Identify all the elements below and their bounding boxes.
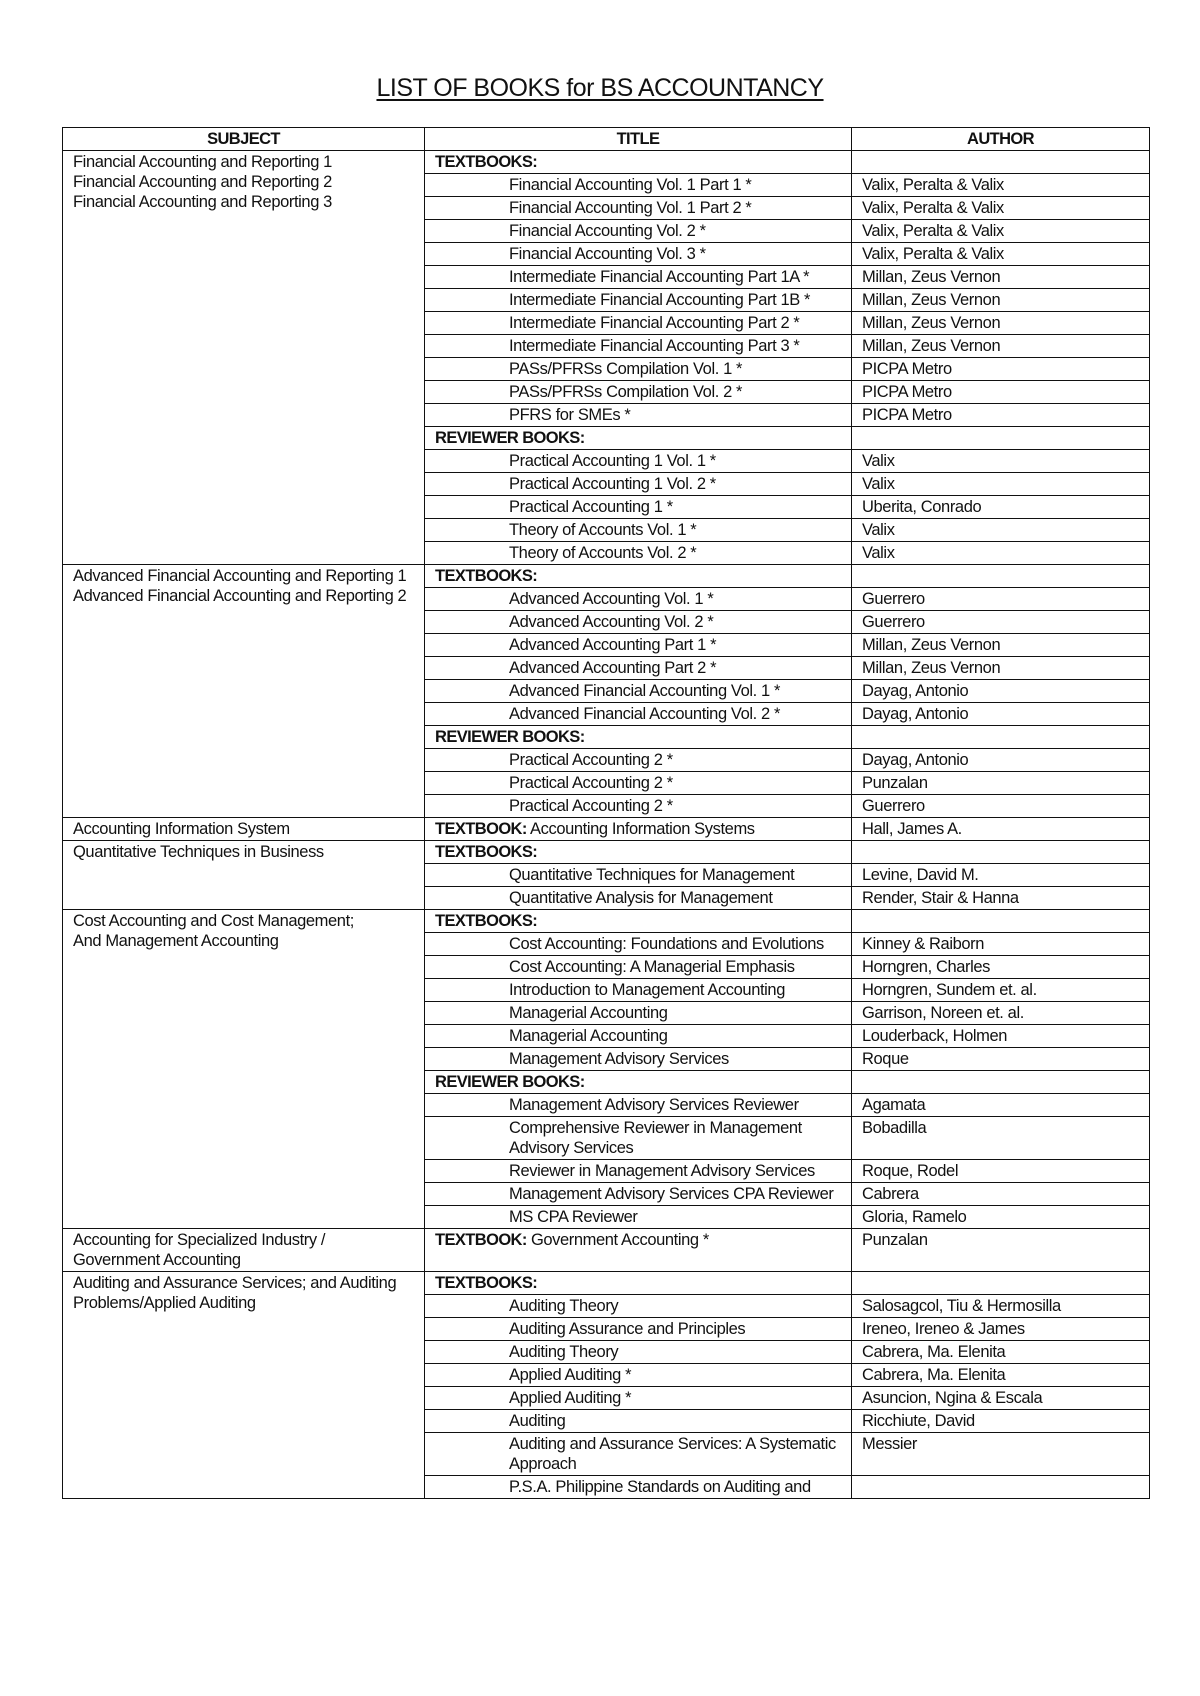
subject-cell <box>63 818 425 841</box>
subject-cell <box>63 841 425 910</box>
title-cell <box>425 1183 852 1206</box>
title-cell <box>425 220 852 243</box>
title-cell <box>425 1295 852 1318</box>
author-cell: Horngren, Charles <box>852 956 1150 979</box>
book-title: Auditing and Assurance Services: A Systematic Approach <box>509 1435 836 1473</box>
author-cell: Guerrero <box>852 795 1150 818</box>
book-title: Intermediate Financial Accounting Part 1B * <box>509 291 811 309</box>
subject-line: Financial Accounting and Reporting 2 <box>73 173 332 191</box>
subject-line: And Management Accounting <box>73 932 279 950</box>
book-title: Advanced Accounting Vol. 1 * <box>509 590 714 608</box>
subject-cell <box>63 910 425 1229</box>
title-cell <box>425 335 852 358</box>
book-title: P.S.A. Philippine Standards on Auditing and <box>509 1478 811 1496</box>
title-cell <box>425 841 852 864</box>
book-title: Auditing Assurance and Principles <box>509 1320 746 1338</box>
table-body <box>63 151 1150 1499</box>
book-title: Advanced Accounting Part 1 * <box>509 636 717 654</box>
title-cell <box>425 519 852 542</box>
book-title: Quantitative Techniques for Management <box>509 866 795 884</box>
author-cell: Valix, Peralta & Valix <box>852 243 1150 266</box>
section-heading: TEXTBOOKS: <box>435 1274 538 1292</box>
author-cell: Bobadilla <box>852 1117 1150 1160</box>
title-cell <box>425 450 852 473</box>
title-cell <box>425 312 852 335</box>
author-cell: Valix, Peralta & Valix <box>852 197 1150 220</box>
title-cell <box>425 818 852 841</box>
author-cell: Uberita, Conrado <box>852 496 1150 519</box>
header-row <box>63 128 1150 151</box>
author-cell <box>852 151 1150 174</box>
subject-cell <box>63 1229 425 1272</box>
author-cell: Ricchiute, David <box>852 1410 1150 1433</box>
title-cell <box>425 1094 852 1117</box>
title-cell <box>425 473 852 496</box>
author-cell: Valix <box>852 519 1150 542</box>
author-cell: Roque <box>852 1048 1150 1071</box>
author-cell: Valix, Peralta & Valix <box>852 174 1150 197</box>
author-cell: Guerrero <box>852 588 1150 611</box>
title-cell <box>425 565 852 588</box>
subject-cell <box>63 1272 425 1499</box>
author-cell: Millan, Zeus Vernon <box>852 657 1150 680</box>
subject-line: Auditing and Assurance Services; and Auditing Problems/Applied Auditing <box>73 1274 397 1312</box>
title-cell <box>425 588 852 611</box>
book-title: PFRS for SMEs * <box>509 406 631 424</box>
book-title: Intermediate Financial Accounting Part 2 * <box>509 314 800 332</box>
author-cell: Punzalan <box>852 1229 1150 1272</box>
subject-line: Cost Accounting and Cost Management; <box>73 912 354 930</box>
author-cell: Asuncion, Ngina & Escala <box>852 1387 1150 1410</box>
book-title: Cost Accounting: A Managerial Emphasis <box>509 958 795 976</box>
section-heading: REVIEWER BOOKS: <box>435 429 585 447</box>
author-cell: Cabrera, Ma. Elenita <box>852 1364 1150 1387</box>
book-title: Advanced Accounting Vol. 2 * <box>509 613 714 631</box>
author-cell: Valix <box>852 542 1150 565</box>
author-cell: Valix, Peralta & Valix <box>852 220 1150 243</box>
title-cell <box>425 657 852 680</box>
title-cell <box>425 634 852 657</box>
table-row <box>63 1272 1150 1295</box>
author-cell <box>852 726 1150 749</box>
subject-line: Advanced Financial Accounting and Reporting 2 <box>73 587 407 605</box>
author-cell: Kinney & Raiborn <box>852 933 1150 956</box>
header-subject: SUBJECT <box>63 128 425 151</box>
book-title: Management Advisory Services Reviewer <box>509 1096 799 1114</box>
author-cell <box>852 841 1150 864</box>
author-cell <box>852 565 1150 588</box>
title-cell <box>425 726 852 749</box>
title-cell <box>425 1476 852 1499</box>
author-cell: PICPA Metro <box>852 381 1150 404</box>
header-title: TITLE <box>425 128 852 151</box>
title-cell <box>425 1206 852 1229</box>
book-title: Management Advisory Services CPA Reviewer <box>509 1185 834 1203</box>
title-cell <box>425 1071 852 1094</box>
author-cell: Millan, Zeus Vernon <box>852 634 1150 657</box>
subject-line: Accounting Information System <box>73 820 290 838</box>
title-cell <box>425 749 852 772</box>
author-cell: Dayag, Antonio <box>852 749 1150 772</box>
author-cell <box>852 1071 1150 1094</box>
book-title: Comprehensive Reviewer in Management Advisory Services <box>509 1119 802 1157</box>
title-cell <box>425 542 852 565</box>
author-cell: Millan, Zeus Vernon <box>852 289 1150 312</box>
author-cell: Valix <box>852 450 1150 473</box>
section-heading: TEXTBOOK: <box>435 1231 527 1249</box>
author-cell: Louderback, Holmen <box>852 1025 1150 1048</box>
section-heading: TEXTBOOKS: <box>435 153 538 171</box>
table-row <box>63 910 1150 933</box>
title-cell <box>425 1160 852 1183</box>
title-cell <box>425 151 852 174</box>
author-cell: Millan, Zeus Vernon <box>852 266 1150 289</box>
author-cell: Dayag, Antonio <box>852 703 1150 726</box>
author-cell: Hall, James A. <box>852 818 1150 841</box>
book-title: Practical Accounting 2 * <box>509 797 673 815</box>
title-cell <box>425 887 852 910</box>
book-title: Practical Accounting 2 * <box>509 751 673 769</box>
section-heading: TEXTBOOKS: <box>435 567 538 585</box>
title-cell <box>425 1387 852 1410</box>
book-title: Financial Accounting Vol. 1 Part 2 * <box>509 199 752 217</box>
title-cell <box>425 1341 852 1364</box>
title-cell <box>425 1025 852 1048</box>
book-title: Accounting Information Systems <box>526 820 755 838</box>
title-cell <box>425 1364 852 1387</box>
title-cell <box>425 680 852 703</box>
section-heading: TEXTBOOKS: <box>435 843 538 861</box>
title-cell <box>425 956 852 979</box>
author-cell: Millan, Zeus Vernon <box>852 335 1150 358</box>
book-title: Practical Accounting 1 Vol. 1 * <box>509 452 716 470</box>
table-header <box>63 128 1150 151</box>
author-cell: Garrison, Noreen et. al. <box>852 1002 1150 1025</box>
book-title: Auditing Theory <box>509 1297 619 1315</box>
header-author: AUTHOR <box>852 128 1150 151</box>
book-title: Auditing Theory <box>509 1343 619 1361</box>
book-title: PASs/PFRSs Compilation Vol. 1 * <box>509 360 743 378</box>
subject-line: Quantitative Techniques in Business <box>73 843 324 861</box>
book-title: PASs/PFRSs Compilation Vol. 2 * <box>509 383 743 401</box>
author-cell: Render, Stair & Hanna <box>852 887 1150 910</box>
title-cell <box>425 1002 852 1025</box>
author-cell: Dayag, Antonio <box>852 680 1150 703</box>
title-cell <box>425 381 852 404</box>
title-cell <box>425 772 852 795</box>
book-title: Practical Accounting 1 Vol. 2 * <box>509 475 716 493</box>
book-title: Financial Accounting Vol. 3 * <box>509 245 706 263</box>
subject-cell <box>63 565 425 818</box>
section-heading: REVIEWER BOOKS: <box>435 728 585 746</box>
table-row <box>63 818 1150 841</box>
subject-cell <box>63 151 425 565</box>
book-title: Advanced Accounting Part 2 * <box>509 659 717 677</box>
author-cell: Salosagcol, Tiu & Hermosilla <box>852 1295 1150 1318</box>
title-cell <box>425 1117 852 1160</box>
section-heading: REVIEWER BOOKS: <box>435 1073 585 1091</box>
subject-line: Advanced Financial Accounting and Reporting 1 <box>73 567 407 585</box>
book-title: MS CPA Reviewer <box>509 1208 638 1226</box>
author-cell: Cabrera <box>852 1183 1150 1206</box>
author-cell: Agamata <box>852 1094 1150 1117</box>
title-cell <box>425 404 852 427</box>
book-title: Reviewer in Management Advisory Services <box>509 1162 815 1180</box>
book-title: Practical Accounting 1 * <box>509 498 673 516</box>
title-cell <box>425 1410 852 1433</box>
title-cell <box>425 795 852 818</box>
table-row <box>63 1229 1150 1272</box>
book-title: Management Advisory Services <box>509 1050 729 1068</box>
title-cell <box>425 174 852 197</box>
title-cell <box>425 243 852 266</box>
author-cell: Punzalan <box>852 772 1150 795</box>
book-title: Quantitative Analysis for Management <box>509 889 773 907</box>
author-cell: PICPA Metro <box>852 404 1150 427</box>
author-cell: Guerrero <box>852 611 1150 634</box>
title-cell <box>425 979 852 1002</box>
book-title: Intermediate Financial Accounting Part 3 * <box>509 337 800 355</box>
author-cell <box>852 910 1150 933</box>
title-cell <box>425 427 852 450</box>
subject-line: Financial Accounting and Reporting 1 <box>73 153 332 171</box>
author-cell <box>852 1272 1150 1295</box>
author-cell: Millan, Zeus Vernon <box>852 312 1150 335</box>
author-cell: Valix <box>852 473 1150 496</box>
book-title: Applied Auditing * <box>509 1366 632 1384</box>
book-title: Financial Accounting Vol. 2 * <box>509 222 706 240</box>
table-row <box>63 151 1150 174</box>
book-title: Advanced Financial Accounting Vol. 1 * <box>509 682 780 700</box>
title-cell <box>425 703 852 726</box>
section-heading: TEXTBOOKS: <box>435 912 538 930</box>
title-cell <box>425 1048 852 1071</box>
title-cell <box>425 1229 852 1272</box>
title-cell <box>425 496 852 519</box>
book-title: Financial Accounting Vol. 1 Part 1 * <box>509 176 752 194</box>
book-title: Auditing <box>509 1412 566 1430</box>
subject-line: Financial Accounting and Reporting 3 <box>73 193 332 211</box>
author-cell: Cabrera, Ma. Elenita <box>852 1341 1150 1364</box>
author-cell: Levine, David M. <box>852 864 1150 887</box>
title-cell <box>425 197 852 220</box>
title-cell <box>425 611 852 634</box>
section-heading: TEXTBOOK: <box>435 820 527 838</box>
author-cell: Ireneo, Ireneo & James <box>852 1318 1150 1341</box>
author-cell: Horngren, Sundem et. al. <box>852 979 1150 1002</box>
title-cell <box>425 1318 852 1341</box>
author-cell <box>852 1476 1150 1499</box>
book-title: Cost Accounting: Foundations and Evolutions <box>509 935 824 953</box>
subject-line: Accounting for Specialized Industry / Government Accounting <box>73 1231 326 1269</box>
title-cell <box>425 1272 852 1295</box>
title-cell <box>425 266 852 289</box>
book-title: Intermediate Financial Accounting Part 1A * <box>509 268 810 286</box>
author-cell: Gloria, Ramelo <box>852 1206 1150 1229</box>
document-title: LIST OF BOOKS for BS ACCOUNTANCY <box>376 74 824 102</box>
book-title: Introduction to Management Accounting <box>509 981 785 999</box>
author-cell <box>852 427 1150 450</box>
author-cell: PICPA Metro <box>852 358 1150 381</box>
table-row <box>63 565 1150 588</box>
table-row <box>63 841 1150 864</box>
author-cell: Messier <box>852 1433 1150 1476</box>
author-cell: Roque, Rodel <box>852 1160 1150 1183</box>
title-cell <box>425 864 852 887</box>
title-cell <box>425 910 852 933</box>
books-table <box>62 127 1150 1499</box>
book-title: Applied Auditing * <box>509 1389 632 1407</box>
book-title: Managerial Accounting <box>509 1027 668 1045</box>
book-title: Practical Accounting 2 * <box>509 774 673 792</box>
title-cell <box>425 1433 852 1476</box>
book-title: Theory of Accounts Vol. 1 * <box>509 521 697 539</box>
book-title: Advanced Financial Accounting Vol. 2 * <box>509 705 780 723</box>
title-cell <box>425 933 852 956</box>
book-title: Theory of Accounts Vol. 2 * <box>509 544 697 562</box>
book-title: Government Accounting * <box>526 1231 709 1249</box>
title-cell <box>425 358 852 381</box>
book-title: Managerial Accounting <box>509 1004 668 1022</box>
title-cell <box>425 289 852 312</box>
